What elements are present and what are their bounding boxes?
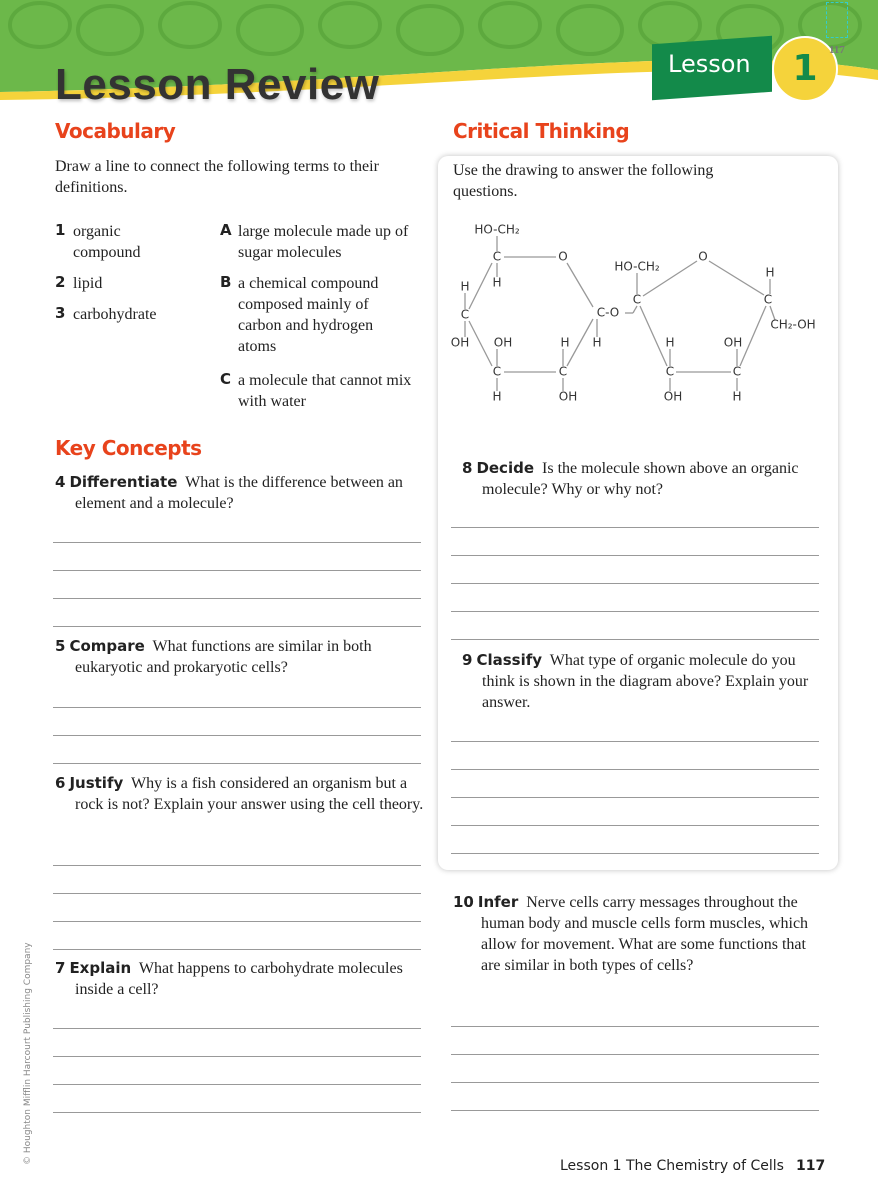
label-c: C: [460, 307, 470, 322]
answer-line[interactable]: [451, 611, 819, 612]
label-c-o: C-O: [596, 305, 620, 320]
lesson-number: 1: [772, 36, 838, 102]
label-oh: OH: [558, 389, 578, 404]
answer-line[interactable]: [451, 583, 819, 584]
label-h: H: [665, 335, 675, 350]
label-oh: OH: [450, 335, 470, 350]
label-h: H: [765, 265, 775, 280]
answer-line[interactable]: [451, 1054, 819, 1055]
label-ch2-oh: CH₂-OH: [770, 317, 816, 332]
question-8: 8 Decide Is the molecule shown above an organic molecule? Why or why not?: [462, 459, 799, 498]
answer-line[interactable]: [451, 1110, 819, 1111]
critical-thinking-heading: Critical Thinking: [453, 119, 630, 143]
label-c: C: [763, 292, 773, 307]
footer-text: Lesson 1 The Chemistry of Cells: [560, 1158, 784, 1174]
page-title: Lesson Review: [55, 60, 380, 109]
answer-line[interactable]: [451, 527, 819, 528]
label-h: H: [732, 389, 742, 404]
label-oh: OH: [663, 389, 683, 404]
label-oh: OH: [493, 335, 513, 350]
answer-line[interactable]: [451, 797, 819, 798]
label-h: H: [592, 335, 602, 350]
label-h: H: [492, 389, 502, 404]
definition-a: A large molecule made up of sugar molecules: [220, 221, 409, 261]
question-10: 10 Infer Nerve cells carry messages throughout the human body and muscle cells form muscles, which allow for movement. What are some functions that are similar in both types of cells?: [453, 893, 809, 974]
label-ho-ch2: HO-CH₂: [614, 259, 660, 274]
definition-c: C a molecule that cannot mix with water: [220, 370, 412, 410]
answer-line[interactable]: [451, 1026, 819, 1027]
label-h: H: [460, 279, 470, 294]
answer-line[interactable]: [451, 639, 819, 640]
term-2: 2 lipid: [55, 273, 103, 292]
answer-line[interactable]: [451, 825, 819, 826]
answer-line[interactable]: [451, 853, 819, 854]
definition-b: B a chemical compound composed mainly of carbon and hydrogen atoms: [220, 273, 379, 355]
key-concepts-heading: Key Concepts: [55, 436, 202, 460]
vocabulary-instructions: Draw a line to connect the following terms to their definitions.: [55, 158, 379, 196]
page-number: 117: [795, 1158, 826, 1174]
footer: [560, 1158, 825, 1174]
label-c: C: [665, 364, 675, 379]
label-c: C: [558, 364, 568, 379]
label-c: C: [492, 249, 502, 264]
label-c: C: [492, 364, 502, 379]
label-oh: OH: [723, 335, 743, 350]
label-h: H: [560, 335, 570, 350]
lesson-label: Lesson: [668, 50, 751, 78]
label-ho-ch2: HO-CH₂: [474, 222, 520, 237]
question-4: 4 Differentiate What is the difference between an element and a molecule?: [55, 473, 403, 512]
answer-line[interactable]: [451, 741, 819, 742]
critical-thinking-instructions: Use the drawing to answer the following questions.: [453, 162, 714, 200]
label-o: O: [698, 249, 708, 264]
label-h: H: [492, 275, 502, 290]
vocabulary-heading: Vocabulary: [55, 119, 176, 143]
term-1: 1 organic compound: [55, 221, 141, 261]
page-number-small: 117: [829, 44, 845, 56]
question-7: 7 Explain What happens to carbohydrate molecules inside a cell?: [55, 959, 403, 998]
answer-line[interactable]: [451, 769, 819, 770]
term-3: 3 carbohydrate: [55, 304, 157, 323]
copyright: © Houghton Mifflin Harcourt Publishing Company: [23, 942, 33, 1165]
answer-line[interactable]: [451, 555, 819, 556]
question-6: 6 Justify Why is a fish considered an organism but a rock is not? Explain your answer using the cell theory.: [55, 774, 424, 813]
label-c: C: [632, 292, 642, 307]
question-5: 5 Compare What functions are similar in both eukaryotic and prokaryotic cells?: [55, 637, 372, 676]
label-c: C: [732, 364, 742, 379]
label-o: O: [558, 249, 568, 264]
answer-line[interactable]: [451, 1082, 819, 1083]
question-9: 9 Classify What type of organic molecule do you think is shown in the diagram above? Explain your answer.: [462, 651, 809, 711]
